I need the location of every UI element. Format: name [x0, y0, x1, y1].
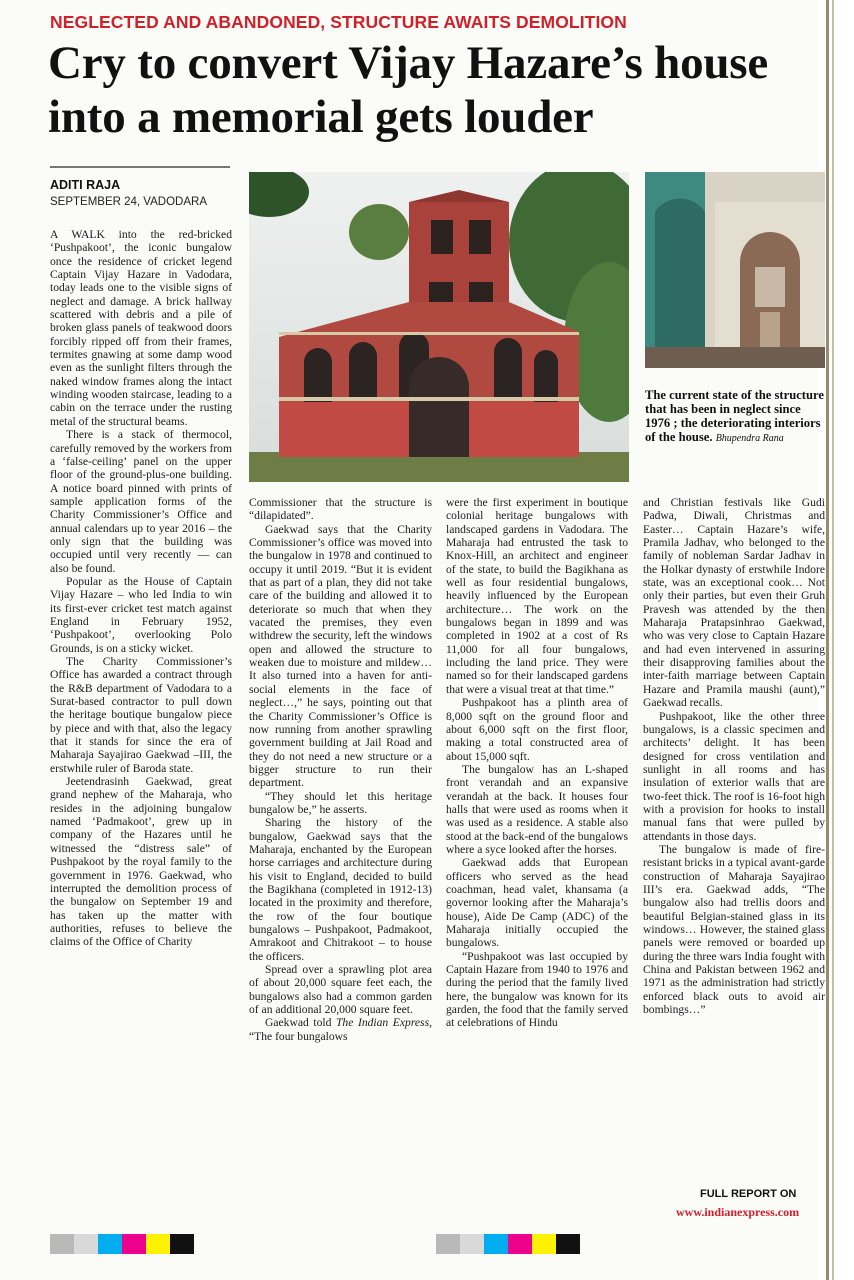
- yellow-swatch: [532, 1234, 556, 1254]
- paragraph: “Pushpakoot was last occupied by Captain Hazare from 1940 to 1976 and during the period that the family lived here, the bungalow was known for its garden, the food that the family served at celebrations of Hindu: [446, 949, 628, 1030]
- byline: ADITI RAJA: [50, 178, 121, 192]
- website-link[interactable]: www.indianexpress.com: [676, 1205, 800, 1219]
- photo-caption: [645, 388, 825, 446]
- paragraph: A WALK into the red-bricked ‘Pushpakoot’, the iconic bungalow once the residence of cricket legend Captain Vijay Hazare in Vadodara, today leads one to the visible signs of neglect and damage. A brick hallway scattered with debris and a pile of broken glass panels of teakwood doors forcibly ripped off from their frames, termites gnawing at some damp wood even as the sunlight filters through the naked window frames along the intact winding wooden staircase, leading to a cabin on the terrace under the rusting metal of the structural beams.: [50, 228, 232, 428]
- byline-rule: [50, 166, 230, 168]
- gray-swatch: [436, 1234, 460, 1254]
- paragraph: Gaekwad says that the Charity Commissioner’s office was moved into the bungalow in 1978 and continued to occupy it until 2019. “But it is evident that as part of a plan, they did not take care of the building and allowed it to deteriorate so much that when they vacated the premises, they even withdrew the security, left the windows open and allowed the structure to weaken due to moisture and mildew… It also turned into a haven for anti-social elements in the face of neglect…,” he says, pointing out that the Charity Commissioner’s Office is now running from another sprawling government building at Jail Road and they do not need a new structure or a bigger structure to run their department.: [249, 522, 432, 790]
- bungalow-photo: [249, 172, 629, 482]
- article-column-1: [50, 228, 232, 949]
- paragraph: Jeetendrasinh Gaekwad, great grand nephew of the Maharaja, who resides in the adjoining bungalow named ‘Padmakoot’, grew up in company of the Hazares until he witnessed the “distress sale” of Pushpakoot by the royal family to the government in 1976. Gaekwad, who interrupted the demolition process of the bungalow on September 19 and has taken up the matter with authorities, refuses to believe the claims of the Office of Charity: [50, 775, 232, 949]
- photo-credit: Bhupendra Rana: [715, 433, 784, 444]
- interior-photo: [645, 172, 825, 368]
- black-swatch: [556, 1234, 580, 1254]
- article-column-3: [446, 496, 628, 1030]
- kicker: NEGLECTED AND ABANDONED, STRUCTURE AWAITS DEMOLITION: [50, 12, 627, 32]
- paragraph: Popular as the House of Captain Vijay Hazare – who led India to win its first-ever cricket test match against England in February 1952, ‘Pushpakoot’, overlooking Polo Grounds, is on a sticky wicket.: [50, 574, 232, 655]
- gray-swatch: [50, 1234, 74, 1254]
- light-gray-swatch: [460, 1234, 484, 1254]
- paragraph: Gaekwad told The Indian Express, “The four bungalows: [249, 1016, 432, 1043]
- paragraph: There is a stack of thermocol, carefully removed by the workers from a ‘false-ceiling’ panel on the upper floor of the ground-plus-one building. A notice board pinned with prints of sample application forms of the Charity Commissioner’s Office and annual calendars up to year 2016 – the only sign that the building was occupied until very recently — can also be found.: [50, 428, 232, 575]
- cyan-swatch: [484, 1234, 508, 1254]
- paragraph: “They should let this heritage bungalow be,” he asserts.: [249, 789, 432, 816]
- yellow-swatch: [146, 1234, 170, 1254]
- caption-text: The current state of the structure that has been in neglect since 1976 ; the deteriorating interiors of the house.: [645, 388, 824, 444]
- color-registration-bar: [436, 1234, 580, 1254]
- color-registration-bar: [50, 1234, 194, 1254]
- paragraph: Gaekwad adds that European officers who served as the head coachman, head valet, khansama (a governor looking after the Maharaja’s house), Aide De Camp (ADC) of the Maharaja initially occupied the bungalows.: [446, 856, 628, 950]
- magenta-swatch: [508, 1234, 532, 1254]
- paragraph: The bungalow has an L-shaped front verandah and an expansive verandah at the back. It houses four halls that were used as rooms when it was used as a residence. A stable also stood at the back-end of the bungalows where a syce looked after the horses.: [446, 762, 628, 856]
- black-swatch: [170, 1234, 194, 1254]
- paragraph: Pushpakoot, like the other three bungalows, is a classic specimen and architects’ delight. It has been designed for cross ventilation and sunlight in all rooms and has insulation of exterior walls that are two-feet thick. The roof is 16-foot high with a provision for hooks to install manual fans that were pulled by attendants in those days.: [643, 709, 825, 843]
- article-column-2: [249, 496, 432, 1043]
- paragraph: Commissioner that the structure is “dilapidated”.: [249, 496, 432, 523]
- cyan-swatch: [98, 1234, 122, 1254]
- paragraph: Pushpakoot has a plinth area of 8,000 sqft on the ground floor and about 6,000 sqft on the first floor, making a total constructed area of about 15,000 sqft.: [446, 696, 628, 763]
- paragraph: Sharing the history of the bungalow, Gaekwad says that the Maharaja, enchanted by the European horse carriages and architecture during his visit to England, decided to build the Bagikhana (completed in 1912-13) located in the proximity and therefore, the row of the four boutique bungalows – Pushpakoot, Padmakoot, Amrakoot and Chitrakoot – to house the officers.: [249, 816, 432, 963]
- magenta-swatch: [122, 1234, 146, 1254]
- paragraph: and Christian festivals like Gudi Padwa, Diwali, Christmas and Easter… Captain Hazare’s wife, Pramila Jadhav, who belonged to the family of nobleman Sardar Jadhav in the Holkar dynasty of erstwhile Indore state, was an exceptional cook… Not only their parties, but even their Gruh Pravesh was attended by the then Maharaja Pratapsinhrao Gaekwad, who was very close to Captain Hazare and had even intervened in assuring their disapproving families about the inter-faith marriage between Captain Hazare and Pramila maushi (aunt),” Gaekwad recalls.: [643, 496, 825, 710]
- paragraph: The bungalow is made of fire-resistant bricks in a typical avant-garde construction of Maharaja Sayajirao III’s era. Gaekwad adds, “The bungalow also had trellis doors and beautiful Belgian-stained glass in its windows… However, the stained glass panels were removed or boarded up during the three wars India fought with China and Pakistan between 1962 and 1971 as the administration had strictly enforced black outs to avoid air bombings…”: [643, 842, 825, 1017]
- article-column-4: [643, 496, 825, 1016]
- dateline: SEPTEMBER 24, VADODARA: [50, 196, 207, 208]
- paragraph: Spread over a sprawling plot area of about 20,000 square feet each, the bungalows also had a common garden of an additional 20,000 square feet.: [249, 963, 432, 1017]
- full-report-label: FULL REPORT ON: [700, 1188, 797, 1200]
- headline: Cry to convert Vijay Hazare’s house into a memorial gets louder: [48, 37, 769, 143]
- paragraph: The Charity Commissioner’s Office has awarded a contract through the R&B department of Vadodara to a Surat-based contractor to pull down the heritage boutique bungalow piece by piece and with that, also the legacy that it stands for since the era of Maharaja Sayajirao Gaekwad –III, the erstwhile ruler of Baroda state.: [50, 655, 232, 775]
- paragraph: were the first experiment in boutique colonial heritage bungalows with landscaped gardens in Vadodara. The Maharaja had entrusted the task to Knox-Hill, an architect and engineer of the state, to build the Bagikhana as well as four residential bungalows, heavily influenced by the European architecture… The work on the bungalows began in 1899 and was completed in 1902 at a cost of Rs 11,000 for all four bungalows, including the land price. They were named so for their landscaped gardens that were a visual treat at that time.”: [446, 496, 628, 696]
- light-gray-swatch: [74, 1234, 98, 1254]
